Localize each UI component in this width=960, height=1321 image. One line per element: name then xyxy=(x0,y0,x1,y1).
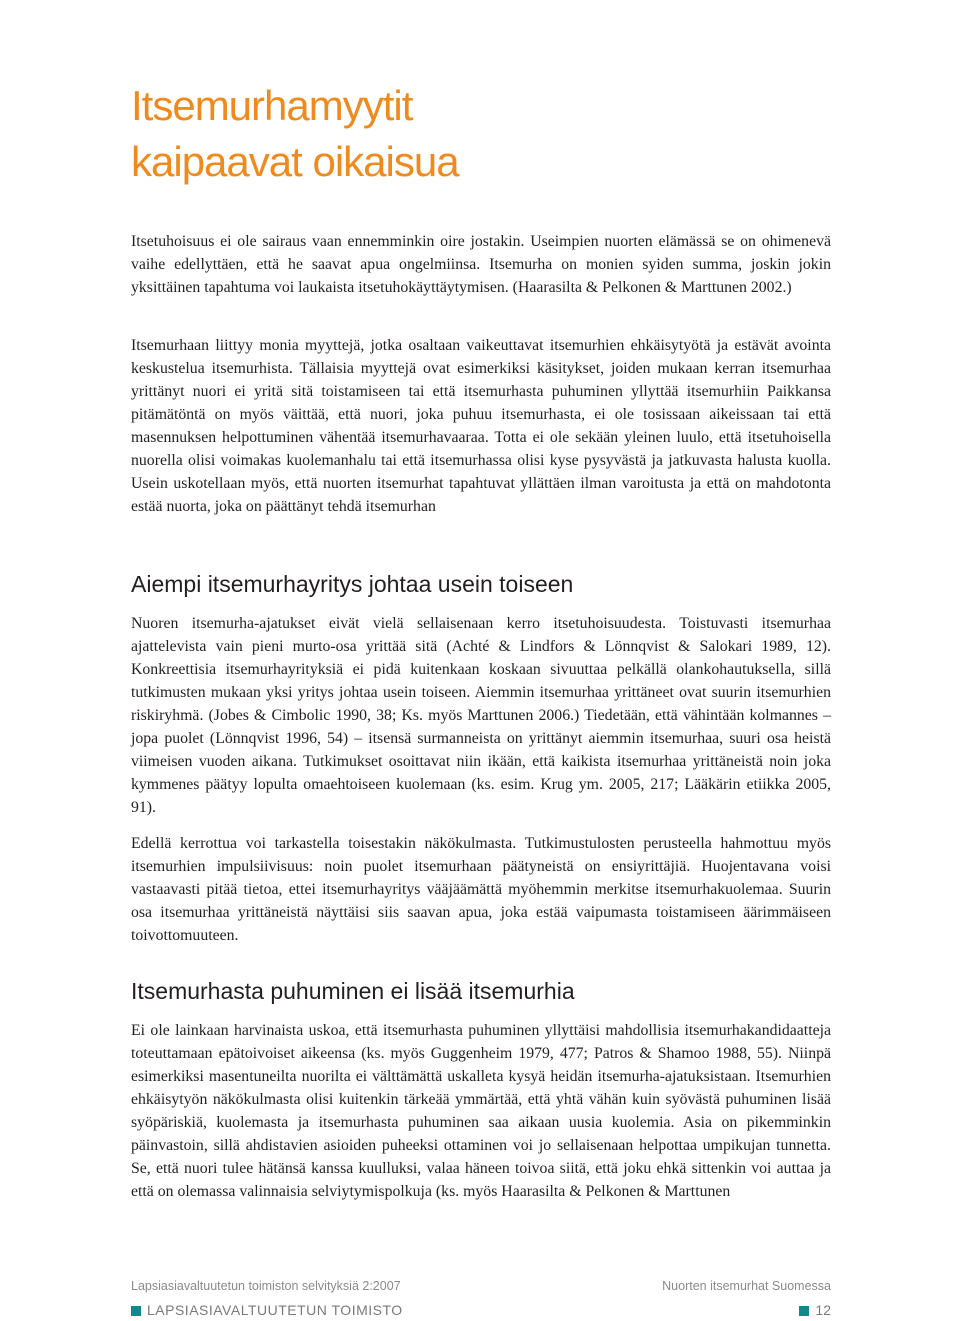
page-title-line-2: kaipaavat oikaisua xyxy=(131,138,459,185)
paragraph-perspective: Edellä kerrottua voi tarkastella toisestakin näkökulmasta. Tutkimustulosten perusteella hahmottuu myös itsemurhien impulsiivisuus: noin puolet itsemurhaan päätyneistä on ensiyrittäjiä. Huojentavana voisi vastaavasti pitää tietoa, ettei itsemurhayritys vääjäämättä myöhemmin merkitse itsemurhakuolemaa. Suurin osa itsemurhaa yrittäneistä näyttäisi siis saavan apua, joka estää vaipumasta toistamiseen äärimmäiseen toivottomuuteen. xyxy=(131,835,831,944)
paragraph-myths: Itsemurhaan liittyy monia myyttejä, jotka osaltaan vaikeuttavat itsemurhien ehkäisytyötä ja estävät avointa keskustelua itsemurhista. Tällaisia myyttejä ovat esimerkiksi käsitykset, joiden mukaan kerran itsemurhaa yrittänyt nuori ei yritä sitä toistamiseen tai että itsemurhasta puhuminen yllyttää itsemurhiin Paikkansa pitämätöntä on myös väittää, että nuori, joka puhuu itsemurhasta, ei ole tosissaan aikeissaan tai että masennuksen helpottuminen vähentää itsemurhavaaraa. Totta ei ole sekään yleinen luulo, että itsetuhoisella nuorella olisi voimakas kuolemanhalu tai että itsemurhassa olisi kyse pysyvästä ja jatkuvasta halusta kuolla. Usein uskotellaan myös, että nuorten itsemurhat tapahtuvat yllättäen ilman varoitusta ja että on mahdotonta estää nuorta, joka on päättänyt tehdä itsemurhan xyxy=(131,337,831,515)
footer-page xyxy=(799,1302,831,1318)
footer-publisher-name: LAPSIASIAVALTUUTETUN TOIMISTO xyxy=(147,1302,403,1318)
paragraph-talking: Ei ole lainkaan harvinaista uskoa, että itsemurhasta puhuminen yllyttäisi mahdollisia itsemurhakandidaatteja toteuttamaan epätoivoiset aikeensa (ks. myös Guggenheim 1979, 477; Patros & Shamoo 1988, 55). Niinpä esimerkiksi masentuneilta nuorilta ei välttämättä uskalleta kysyä heidän itsemurha-ajatuksistaan. Itsemurhien ehkäisytyön näkökulmasta olisi kuitenkin tärkeää ymmärtää, että yhtä vähän kuin syövästä puhuminen lisää syöpäriskiä, kuolemasta ja itsemurhasta puhuminen saa aikaan uusia kuolemia. Asia on pikemminkin päinvastoin, sillä ahdistavien asioiden puheeksi ottaminen voi jo sellaisenaan helpottaa umpikujan tunnetta. Se, että nuori tulee hätänsä kanssa kuulluksi, valaa häneen toivoa siitä, että joku ehkä sittenkin voi auttaa ja että on olemassa valinnaisia selviytymispolkuja (ks. myös Haarasilta & Pelkonen & Marttunen xyxy=(131,1022,831,1200)
page-title-line-1: Itsemurhamyytit xyxy=(131,82,413,129)
page-title xyxy=(131,78,831,190)
footer-report-title: Nuorten itsemurhat Suomessa xyxy=(662,1279,831,1293)
square-bullet-icon xyxy=(799,1306,809,1316)
footer-series-title: Lapsiasiavaltuutetun toimiston selvityksiä 2:2007 xyxy=(131,1279,401,1293)
paragraph-previous-attempt: Nuoren itsemurha-ajatukset eivät vielä sellaisenaan kerro itsetuhoisuudesta. Toistuvasti itsemurhaa ajattelevista vain pieni murto-osa yrittää sitä (Achté & Lindfors & Lönnqvist & Salokari 1989, 12). Konkreettisia itsemurhayrityksiä ei pidä kuitenkaan koskaan sivuuttaa pelkällä olankohautuksella, sillä tutkimusten mukaan yksi yritys johtaa usein toiseen. Aiemmin itsemurhaa yrittäneet ovat suurin itsemurhien riskiryhmä. (Jobes & Cimbolic 1990, 38; Ks. myös Marttunen 2006.) Tiedetään, että vähintään kolmannes – jopa puolet (Lönnqvist 1996, 54) – itsensä surmanneista on yrittänyt aiemmin itsemurhaa, suuri osa heistä viimeisen vuoden aikana. Tutkimukset osoittavat niin ikään, että kaikista itsemurhaa yrittäneistä noin joka kymmenes päätyy lopulta omaehtoiseen kuolemaan (ks. esim. Krug ym. 2005, 217; Lääkärin etiikka 2005, 91). xyxy=(131,615,831,816)
page-number: 12 xyxy=(815,1302,831,1318)
footer-publisher xyxy=(131,1302,403,1318)
section-heading-talking: Itsemurhasta puhuminen ei lisää itsemurhia xyxy=(131,978,575,1004)
paragraph-intro: Itsetuhoisuus ei ole sairaus vaan ennemminkin oire jostakin. Useimpien nuorten elämässä se on ohimenevä vaihe edellyttäen, että he saavat apua ongelmiinsa. Itsemurha on monien syiden summa, joskin jokin yksittäinen tapahtuma voi laukaista itsetuhokäyttäytymisen. (Haarasilta & Pelkonen & Marttunen 2002.) xyxy=(131,233,831,296)
section-heading-previous-attempt: Aiempi itsemurhayritys johtaa usein toiseen xyxy=(131,571,574,597)
square-bullet-icon xyxy=(131,1306,141,1316)
